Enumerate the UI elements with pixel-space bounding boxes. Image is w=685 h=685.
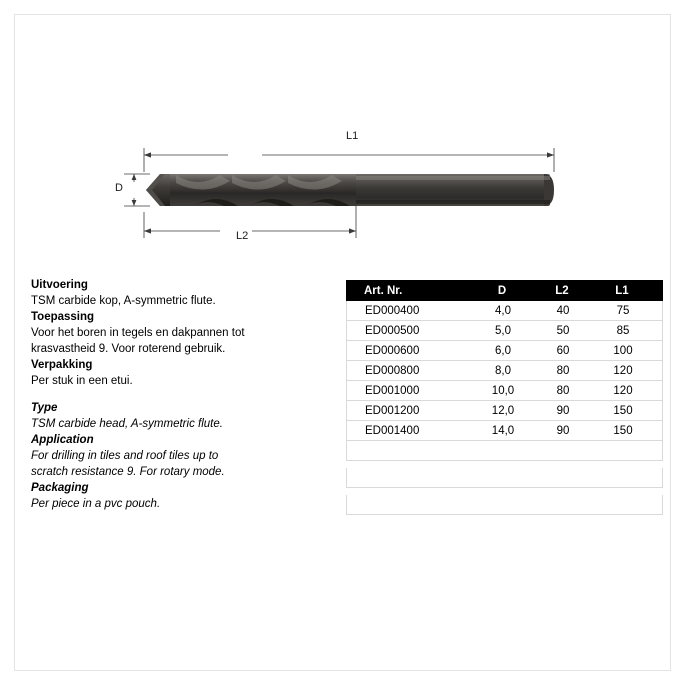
spec-nl-text-toepassing-line1: Voor het boren in tegels en dakpannen tot [31, 327, 245, 339]
table-row-spacer [346, 461, 663, 468]
cell-art-nr: ED001200 [365, 404, 420, 417]
table-row [346, 381, 663, 401]
cell-l1: 150 [613, 404, 633, 417]
cell-art-nr: ED001000 [365, 384, 420, 397]
table-row [346, 401, 663, 421]
table-header-row [346, 280, 663, 301]
column-header-l2: L2 [555, 284, 569, 297]
table-row-empty [346, 441, 663, 461]
specification-text [31, 277, 331, 512]
cell-l2: 40 [556, 304, 570, 317]
cell-art-nr: ED000500 [365, 324, 420, 337]
spec-nl-heading-toepassing: Toepassing [31, 311, 95, 323]
spec-en-text-application-line2: scratch resistance 9. For rotary mode. [31, 466, 225, 478]
cell-l2: 90 [556, 404, 570, 417]
column-header-art-nr: Art. Nr. [364, 284, 403, 297]
dimension-label-l1: L1 [346, 130, 359, 142]
column-header-l1: L1 [615, 284, 629, 297]
cell-l2: 80 [556, 384, 570, 397]
table-row-empty [346, 468, 663, 488]
table-row-spacer [346, 488, 663, 495]
cell-l1: 120 [613, 364, 633, 377]
cell-l2: 50 [556, 324, 570, 337]
spec-en-text-application-line1: For drilling in tiles and roof tiles up to [31, 450, 219, 462]
spec-en-heading-type: Type [31, 402, 58, 414]
column-header-d: D [497, 284, 507, 297]
cell-d: 8,0 [495, 364, 511, 377]
table-row-empty [346, 495, 663, 515]
dimension-label-l2: L2 [236, 230, 249, 242]
spec-nl-heading-uitvoering: Uitvoering [31, 279, 88, 291]
cell-l2: 80 [556, 364, 570, 377]
drill-bit-drawing [110, 130, 570, 255]
cell-art-nr: ED000400 [365, 304, 420, 317]
cell-l2: 60 [556, 344, 570, 357]
table-row [346, 321, 663, 341]
cell-art-nr: ED000800 [365, 364, 420, 377]
spec-nl-text-toepassing-line2: krasvastheid 9. Voor roterend gebruik. [31, 343, 226, 355]
cell-d: 12,0 [491, 404, 515, 417]
spec-nl-text-uitvoering: TSM carbide kop, A-symmetric flute. [31, 295, 216, 307]
spec-nl-text-verpakking: Per stuk in een etui. [31, 375, 133, 387]
spec-en-heading-application: Application [31, 434, 94, 446]
cell-d: 6,0 [495, 344, 511, 357]
spec-en-text-type: TSM carbide head, A-symmetric flute. [31, 418, 223, 430]
cell-l2: 90 [556, 424, 570, 437]
text-spacer [31, 389, 331, 400]
cell-l1: 120 [613, 384, 633, 397]
table-row [346, 421, 663, 441]
cell-l1: 100 [613, 344, 633, 357]
dimension-line-l1 [144, 148, 554, 172]
article-table [346, 280, 663, 515]
cell-l1: 85 [616, 324, 630, 337]
cell-d: 4,0 [495, 304, 511, 317]
drill-bit-illustration [110, 130, 570, 255]
spec-nl-heading-verpakking: Verpakking [31, 359, 93, 371]
cell-l1: 75 [616, 304, 630, 317]
spec-en-text-packaging: Per piece in a pvc pouch. [31, 498, 161, 510]
cell-art-nr: ED001400 [365, 424, 420, 437]
spec-en-heading-packaging: Packaging [31, 482, 89, 494]
table-row [346, 341, 663, 361]
dimension-label-d: D [115, 182, 123, 194]
cell-d: 14,0 [491, 424, 515, 437]
cell-art-nr: ED000600 [365, 344, 420, 357]
table-row [346, 361, 663, 381]
table-row [346, 301, 663, 321]
cell-d: 5,0 [495, 324, 511, 337]
cell-l1: 150 [613, 424, 633, 437]
cell-d: 10,0 [491, 384, 515, 397]
